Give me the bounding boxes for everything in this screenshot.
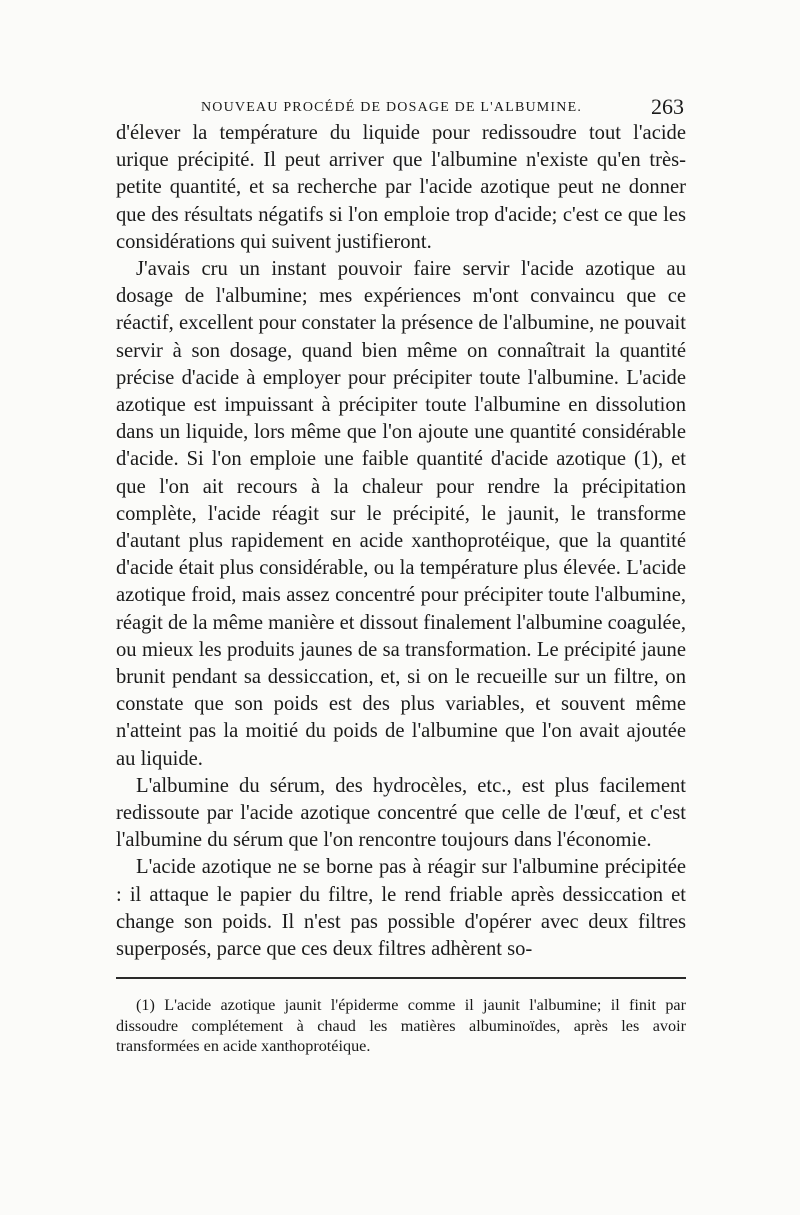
paragraph-2: J'avais cru un instant pouvoir faire servir l'acide azotique au dosage de l'albumine; mes expériences m'ont convaincu que ce réactif, excellent pour constater la présence de l'albumine, ne pouvait servir à son dosage, quand bien même on connaîtrait la quantité précise d'acide à employer pour précipiter toute l'albumine. L'acide azotique est impuissant à précipiter toute l'albumine en dissolution dans un liquide, lors même que l'on ajoute une quantité considérable d'acide. Si l'on emploie une faible quantité d'acide azotique (1), et que l'on ait recours à la chaleur pour rendre la précipitation complète, l'acide réagit sur le précipité, le jaunit, le transforme d'autant plus rapidement en acide xanthoprotéique, que la quantité d'acide était plus considérable, ou la température plus élevée. L'acide azotique froid, mais assez concentré pour précipiter toute l'albumine, réagit de la même manière et dissout finalement l'albumine coagulée, ou mieux les produits jaunes de sa transformation. Le précipité jaune brunit pendant sa dessiccation, et, si on le recueille sur un filtre, on constate que son poids est des plus variables, et souvent même n'atteint pas la moitié du poids de l'albumine que l'on avait ajoutée au liquide. xyxy=(116,258,686,770)
paragraph-4: L'acide azotique ne se borne pas à réagir sur l'albumine précipitée : il attaque le papier du filtre, le rend friable après dessiccation et change son poids. Il n'est pas possible d'opérer avec deux filtres superposés, parce que ces deux filtres adhèrent so- xyxy=(116,856,686,961)
body-text xyxy=(116,120,686,963)
page-number: 263 xyxy=(651,94,684,119)
footnote-rule xyxy=(116,977,686,979)
page xyxy=(116,94,686,1057)
footnote xyxy=(116,995,686,1056)
running-title: NOUVEAU PROCÉDÉ DE DOSAGE DE L'ALBUMINE. xyxy=(201,100,583,115)
paragraph-3: L'albumine du sérum, des hydrocèles, etc., est plus facilement redissoute par l'acide azotique concentré que celle de l'œuf, et c'est l'albumine du sérum que l'on rencontre toujours dans l'économie. xyxy=(116,774,686,852)
running-head xyxy=(116,94,686,120)
footnote-text: (1) L'acide azotique jaunit l'épiderme comme il jaunit l'albumine; il finit par dissoudre complétement à chaud les matières albuminoïdes, après les avoir transformées en acide xanthoprotéique. xyxy=(116,996,686,1056)
paragraph-1: d'élever la température du liquide pour redissoudre tout l'acide urique précipité. Il peut arriver que l'albumine n'existe qu'en très-petite quantité, et sa recherche par l'acide azotique peut ne donner que des résultats négatifs si l'on emploie trop d'acide; c'est ce que les considérations qui suivent justifieront. xyxy=(116,122,686,253)
